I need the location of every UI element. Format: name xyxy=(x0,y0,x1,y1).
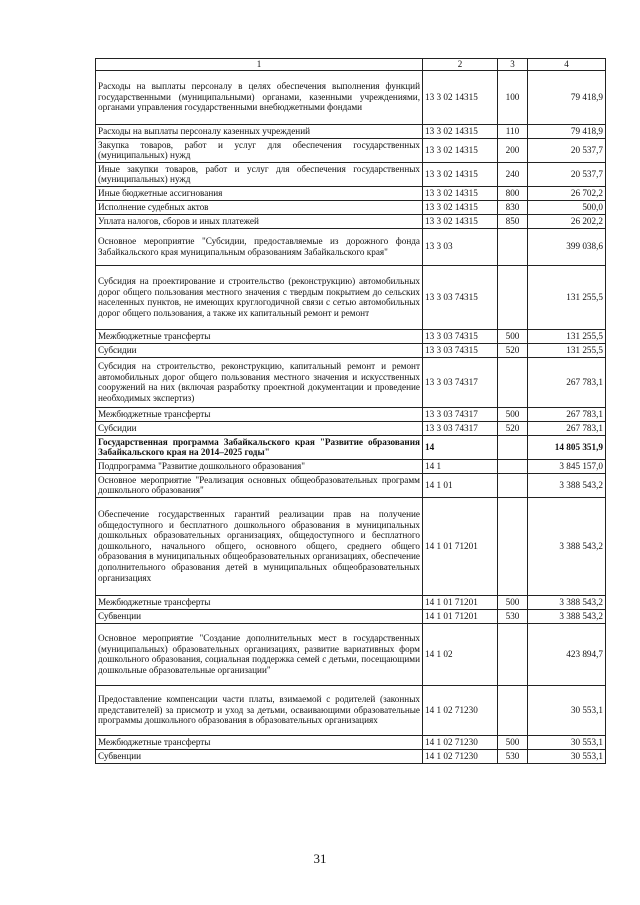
row-amount-cell: 30 553,1 xyxy=(528,749,606,763)
row-code-cell: 13 3 03 74317 xyxy=(423,421,498,435)
row-name-cell: Иные закупки товаров, работ и услуг для обеспечения государственных (муниципальных) нужд xyxy=(96,162,423,186)
row-type-cell: 830 xyxy=(498,200,528,214)
row-type-cell xyxy=(498,265,528,329)
row-code-cell: 14 1 02 71230 xyxy=(423,749,498,763)
row-name-cell: Межбюджетные трансферты xyxy=(96,735,423,749)
row-amount-cell: 3 388 543,2 xyxy=(528,497,606,595)
table-row xyxy=(96,329,606,343)
row-code-cell: 14 1 01 71201 xyxy=(423,609,498,623)
row-code-cell: 13 3 02 14315 xyxy=(423,186,498,200)
row-type-cell xyxy=(498,459,528,473)
row-name-cell: Субсидия на проектирование и строительство (реконструкцию) автомобильных дорог общего пользования местного значения с твердым покрытием до сельских населенных пунктов, не имеющих круглогодичной связи с сетью автомобильных дорог общего пользования, а также их капитальный ремонт и ремонт xyxy=(96,265,423,329)
row-code-cell: 14 1 02 xyxy=(423,623,498,685)
table-row xyxy=(96,435,606,459)
row-type-cell: 530 xyxy=(498,609,528,623)
row-type-cell xyxy=(498,228,528,265)
row-type-cell: 850 xyxy=(498,214,528,228)
table-row xyxy=(96,357,606,407)
table-row xyxy=(96,685,606,735)
row-type-cell: 500 xyxy=(498,735,528,749)
row-amount-cell: 131 255,5 xyxy=(528,329,606,343)
row-code-cell: 13 3 02 14315 xyxy=(423,162,498,186)
header-cell-3: 3 xyxy=(498,59,528,71)
table-row xyxy=(96,162,606,186)
budget-table-body xyxy=(96,59,606,764)
row-type-cell: 800 xyxy=(498,186,528,200)
row-amount-cell: 423 894,7 xyxy=(528,623,606,685)
row-amount-cell: 20 537,7 xyxy=(528,138,606,162)
row-code-cell: 13 3 03 74317 xyxy=(423,407,498,421)
table-row xyxy=(96,228,606,265)
row-code-cell: 14 xyxy=(423,435,498,459)
row-name-cell: Основное мероприятие "Реализация основных общеобразовательных программ дошкольного образования" xyxy=(96,473,423,497)
row-amount-cell: 79 418,9 xyxy=(528,124,606,138)
row-type-cell: 520 xyxy=(498,421,528,435)
row-amount-cell: 267 783,1 xyxy=(528,407,606,421)
row-code-cell: 14 1 01 xyxy=(423,473,498,497)
row-name-cell: Субсидии xyxy=(96,421,423,435)
row-type-cell xyxy=(498,357,528,407)
row-type-cell xyxy=(498,685,528,735)
row-name-cell: Обеспечение государственных гарантий реализации прав на получение общедоступного и бесплатного дошкольного образования в муниципальных дошкольных образовательных организациях, общедоступного и бесплатного дошкольного, начального общего, основного общего, среднего общего образования в муниципальных общеобразовательных организациях, обеспечение дополнительного образования детей в муниципальных общеобразовательных организациях xyxy=(96,497,423,595)
row-code-cell: 13 3 03 xyxy=(423,228,498,265)
row-name-cell: Государственная программа Забайкальского края "Развитие образования Забайкальского края на 2014–2025 годы" xyxy=(96,435,423,459)
row-type-cell: 500 xyxy=(498,407,528,421)
table-header-row xyxy=(96,59,606,71)
table-row xyxy=(96,70,606,124)
row-type-cell: 520 xyxy=(498,343,528,357)
table-row xyxy=(96,735,606,749)
row-code-cell: 14 1 02 71230 xyxy=(423,685,498,735)
row-code-cell: 13 3 03 74315 xyxy=(423,343,498,357)
row-code-cell: 13 3 02 14315 xyxy=(423,138,498,162)
row-code-cell: 13 3 02 14315 xyxy=(423,200,498,214)
row-name-cell: Субсидия на строительство, реконструкцию, капитальный ремонт и ремонт автомобильных дорог общего пользования местного значения и искусственных сооружений на них (включая разработку проектной документации и проведение необходимых экспертиз) xyxy=(96,357,423,407)
row-name-cell: Расходы на выплаты персоналу казенных учреждений xyxy=(96,124,423,138)
row-type-cell: 100 xyxy=(498,70,528,124)
row-name-cell: Закупка товаров, работ и услуг для обеспечения государственных (муниципальных) нужд xyxy=(96,138,423,162)
row-code-cell: 13 3 02 14315 xyxy=(423,214,498,228)
row-amount-cell: 3 388 543,2 xyxy=(528,609,606,623)
table-row xyxy=(96,473,606,497)
row-type-cell: 240 xyxy=(498,162,528,186)
row-code-cell: 13 3 02 14315 xyxy=(423,70,498,124)
row-type-cell: 200 xyxy=(498,138,528,162)
row-amount-cell: 267 783,1 xyxy=(528,421,606,435)
row-code-cell: 13 3 02 14315 xyxy=(423,124,498,138)
row-type-cell xyxy=(498,435,528,459)
page-number: 31 xyxy=(313,851,327,866)
row-code-cell: 14 1 02 71230 xyxy=(423,735,498,749)
row-name-cell: Межбюджетные трансферты xyxy=(96,595,423,609)
row-type-cell xyxy=(498,473,528,497)
row-code-cell: 14 1 xyxy=(423,459,498,473)
row-name-cell: Основное мероприятие "Создание дополнительных мест в государственных (муниципальных) образовательных организациях, развитие вариативных форм дошкольного образования, социальная поддержка семей с детьми, посещающими дошкольные образовательные организации" xyxy=(96,623,423,685)
row-amount-cell: 30 553,1 xyxy=(528,685,606,735)
row-code-cell: 13 3 03 74315 xyxy=(423,265,498,329)
row-amount-cell: 3 845 157,0 xyxy=(528,459,606,473)
table-row xyxy=(96,595,606,609)
row-amount-cell: 26 702,2 xyxy=(528,186,606,200)
table-row xyxy=(96,407,606,421)
row-amount-cell: 20 537,7 xyxy=(528,162,606,186)
row-name-cell: Межбюджетные трансферты xyxy=(96,407,423,421)
row-amount-cell: 131 255,5 xyxy=(528,343,606,357)
row-amount-cell: 79 418,9 xyxy=(528,70,606,124)
row-amount-cell: 267 783,1 xyxy=(528,357,606,407)
row-name-cell: Межбюджетные трансферты xyxy=(96,329,423,343)
table-row xyxy=(96,138,606,162)
table-row xyxy=(96,343,606,357)
table-row xyxy=(96,124,606,138)
row-name-cell: Уплата налогов, сборов и иных платежей xyxy=(96,214,423,228)
budget-table xyxy=(95,58,606,764)
table-row xyxy=(96,459,606,473)
row-name-cell: Исполнение судебных актов xyxy=(96,200,423,214)
row-amount-cell: 3 388 543,2 xyxy=(528,595,606,609)
row-amount-cell: 131 255,5 xyxy=(528,265,606,329)
row-type-cell: 500 xyxy=(498,595,528,609)
table-row xyxy=(96,421,606,435)
row-amount-cell: 14 805 351,9 xyxy=(528,435,606,459)
row-type-cell xyxy=(498,623,528,685)
row-name-cell: Предоставление компенсации части платы, взимаемой с родителей (законных представителей) за присмотр и уход за детьми, осваивающими образовательные программы дошкольного образования в образовательных организациях xyxy=(96,685,423,735)
table-row xyxy=(96,265,606,329)
table-row xyxy=(96,200,606,214)
row-code-cell: 13 3 03 74317 xyxy=(423,357,498,407)
row-amount-cell: 500,0 xyxy=(528,200,606,214)
row-type-cell: 110 xyxy=(498,124,528,138)
row-name-cell: Подпрограмма "Развитие дошкольного образования" xyxy=(96,459,423,473)
row-code-cell: 14 1 01 71201 xyxy=(423,497,498,595)
header-cell-1: 1 xyxy=(96,59,423,71)
row-name-cell: Расходы на выплаты персоналу в целях обеспечения выполнения функций государственными (муниципальными) органами, казенными учреждениями, органами управления государственными внебюджетными фондами xyxy=(96,70,423,124)
row-type-cell: 530 xyxy=(498,749,528,763)
table-row xyxy=(96,214,606,228)
table-row xyxy=(96,623,606,685)
row-name-cell: Иные бюджетные ассигнования xyxy=(96,186,423,200)
table-row xyxy=(96,749,606,763)
row-code-cell: 14 1 01 71201 xyxy=(423,595,498,609)
table-row xyxy=(96,497,606,595)
row-name-cell: Субвенции xyxy=(96,609,423,623)
row-amount-cell: 399 038,6 xyxy=(528,228,606,265)
row-type-cell xyxy=(498,497,528,595)
table-row xyxy=(96,609,606,623)
row-amount-cell: 26 202,2 xyxy=(528,214,606,228)
header-cell-2: 2 xyxy=(423,59,498,71)
row-code-cell: 13 3 03 74315 xyxy=(423,329,498,343)
row-name-cell: Субсидии xyxy=(96,343,423,357)
row-amount-cell: 3 388 543,2 xyxy=(528,473,606,497)
row-name-cell: Основное мероприятие "Субсидии, предоставляемые из дорожного фонда Забайкальского края муниципальным образованиям Забайкальского края" xyxy=(96,228,423,265)
row-name-cell: Субвенции xyxy=(96,749,423,763)
header-cell-4: 4 xyxy=(528,59,606,71)
row-type-cell: 500 xyxy=(498,329,528,343)
table-row xyxy=(96,186,606,200)
row-amount-cell: 30 553,1 xyxy=(528,735,606,749)
